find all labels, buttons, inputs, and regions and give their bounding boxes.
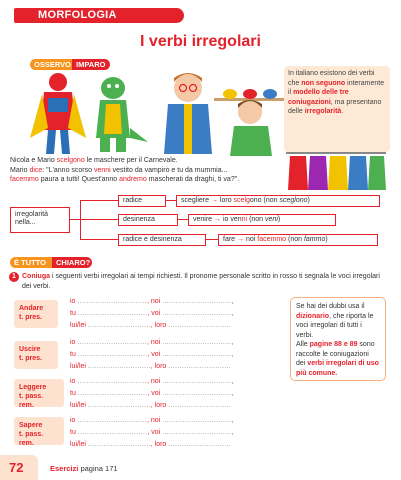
conj-row: tu ..............................., voi ..............................., bbox=[70, 429, 234, 436]
boy-mario bbox=[230, 100, 272, 156]
costume-rack-illustration bbox=[282, 150, 392, 192]
tutto-label: È TUTTO bbox=[14, 258, 46, 267]
exercise-number: 1 bbox=[9, 272, 19, 282]
dragon-costume bbox=[96, 77, 148, 152]
section-label: MORFOLOGIA bbox=[38, 9, 117, 21]
carnival-illustration bbox=[18, 68, 288, 156]
diagram-type-radice: radice bbox=[118, 195, 166, 207]
verb-label-andare: Andare t. pres. bbox=[14, 300, 58, 328]
conj-row: io ..............................., noi ..............................., bbox=[70, 378, 234, 385]
page-number: 72 bbox=[9, 460, 24, 475]
exercise-instructions: Coniuga i seguenti verbi irregolari ai tempi richiesti. Il pronome personale scritto in rosso ti segnala le voci irregolari dei verbi. bbox=[22, 273, 380, 290]
diagram-type-desinenza: desinenza bbox=[118, 214, 178, 226]
superhero-costume bbox=[30, 73, 86, 154]
page-title: I verbi irregolari bbox=[140, 33, 261, 50]
verb-label-uscire: Uscire t. pres. bbox=[14, 341, 58, 369]
verb-label-sapere: Sapere t. pass. rem. bbox=[14, 417, 64, 445]
diagram-example-radice-desinenza: fare → noi facemmo (non fammo) bbox=[218, 234, 378, 246]
verb-label-leggere: Leggere t. pass. rem. bbox=[14, 379, 64, 407]
conj-row: tu ..............................., voi ..............................., bbox=[70, 310, 234, 317]
scene-dialogue: Nicola e Mario scelgono le maschere per il Carnevale. Mario dice: "L'anno scorso venni vestito da vampiro e tu da mummia... facemmo paura a tutti! Quest'anno andremo mascherati da draghi, ti va?". bbox=[10, 157, 240, 183]
conj-row: lui/lei ............................, loro ............................ bbox=[70, 322, 232, 329]
diagram-example-desinenza: venire → io venni (non veni) bbox=[188, 214, 336, 226]
conj-row: lui/lei ............................, loro ............................ bbox=[70, 363, 232, 370]
osservo-label: OSSERVO bbox=[34, 60, 71, 69]
diagram-type-radice-desinenza: radice e desinenza bbox=[118, 234, 206, 246]
diagram-root: irregolarità nella... bbox=[10, 207, 70, 233]
conj-row: tu ..............................., voi ..............................., bbox=[70, 351, 234, 358]
diagram-example-radice: scegliere → loro scelgono (non sceglono) bbox=[176, 195, 380, 207]
boy-nicola bbox=[164, 73, 212, 154]
chiaro-label: CHIARO? bbox=[56, 258, 91, 267]
tip-box: Se hai dei dubbi usa il dizionario, che riporta le voci irregolari di tutti i verbi. Alle pagine 88 e 89 sono raccolte le coniugazioni dei verbi irregolari di uso più comune. bbox=[290, 297, 386, 381]
conj-row: io ..............................., noi ..............................., bbox=[70, 417, 234, 424]
conj-row: tu ..............................., voi ..............................., bbox=[70, 390, 234, 397]
conj-row: lui/lei ............................, loro ............................ bbox=[70, 441, 232, 448]
conj-row: lui/lei ............................, loro ............................ bbox=[70, 402, 232, 409]
exercises-link[interactable]: Esercizi pagina 171 bbox=[50, 464, 118, 473]
imparo-label: IMPARO bbox=[76, 60, 106, 69]
conj-row: io ..............................., noi ..............................., bbox=[70, 339, 234, 346]
info-box: In italiano esistono dei verbi che non seguono interamente il modello delle tre coniugazioni, ma presentano delle irregolarità. bbox=[284, 66, 390, 152]
conj-row: io ..............................., noi ..............................., bbox=[70, 298, 234, 305]
diagram-connector bbox=[70, 219, 80, 220]
